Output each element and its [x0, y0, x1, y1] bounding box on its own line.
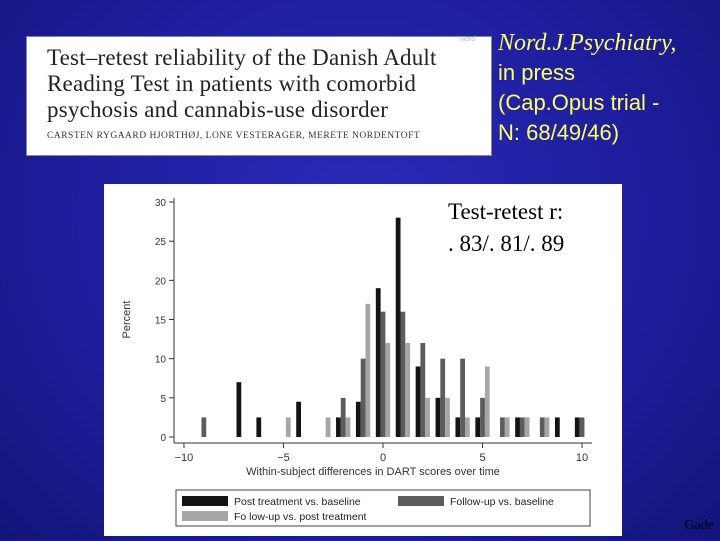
x-tick-label: −10: [174, 452, 194, 464]
bar-series-2: [580, 417, 585, 437]
bar-series-2: [420, 343, 425, 437]
y-tick-label: 0: [160, 433, 166, 444]
paper-header-image: [26, 36, 492, 156]
legend-label: Follow-up vs. baseline: [450, 496, 554, 508]
bar-series-2: [440, 359, 445, 437]
bar-series-1: [376, 288, 381, 437]
x-tick-label: 5: [479, 452, 486, 464]
x-tick-label: 0: [379, 452, 387, 464]
citation-trial: (Cap.Opus trial -: [498, 90, 660, 115]
y-axis-label: Percent: [121, 300, 133, 339]
bar-series-3: [505, 417, 510, 437]
paper-title-line: Reading Test in patients with comorbid: [47, 71, 417, 96]
y-tick-label: 5: [160, 393, 166, 405]
bar-series-3: [326, 417, 331, 437]
legend-swatch-1: [182, 496, 228, 506]
y-tick-label: 10: [154, 354, 166, 366]
bar-series-1: [396, 218, 401, 437]
citation-block: [498, 28, 718, 148]
paper-title-line: psychosis and cannabis-use disorder: [47, 97, 389, 122]
bar-series-3: [445, 398, 450, 437]
bar-series-2: [480, 398, 485, 437]
bar-series-1: [356, 402, 361, 437]
bar-series-3: [405, 343, 410, 437]
bar-series-1: [256, 417, 261, 437]
bar-series-2: [361, 359, 366, 437]
bar-series-1: [555, 417, 560, 437]
x-tick-label: 10: [575, 452, 589, 464]
x-axis-label: Within-subject differences in DART scores over time: [246, 466, 500, 478]
legend-swatch-3: [182, 511, 228, 521]
bar-series-3: [465, 417, 470, 437]
citation-journal: Nord.J.Psychiatry,: [498, 30, 677, 56]
bar-series-2: [341, 398, 346, 437]
bar-series-2: [401, 312, 406, 437]
y-tick-label: 15: [154, 315, 166, 327]
bar-series-2: [520, 417, 525, 437]
bar-series-2: [201, 417, 206, 437]
bar-series-1: [237, 382, 242, 437]
paper-authors: CARSTEN RYGAARD HJORTHØJ, LONE VESTERAGER, MERETE NORDENTOFT: [47, 131, 421, 141]
bar-series-3: [545, 417, 550, 437]
bar-series-3: [485, 367, 490, 438]
y-tick-label: 30: [154, 198, 166, 209]
retest-reliability-label: [448, 196, 628, 260]
bar-series-3: [365, 304, 370, 437]
bar-series-3: [525, 417, 530, 437]
legend-swatch-2: [398, 496, 444, 506]
legend-label: Fo low-up vs. post treatment: [234, 511, 367, 523]
bar-series-3: [346, 417, 351, 437]
presenter-watermark: Gade: [684, 518, 714, 533]
x-tick-label: −5: [277, 452, 290, 464]
paper-corner-mark: Nord: [460, 36, 476, 43]
y-tick-label: 20: [154, 276, 166, 288]
paper-title: [47, 45, 487, 123]
bar-series-2: [540, 417, 545, 437]
bar-series-2: [381, 312, 386, 437]
bar-series-1: [515, 417, 520, 437]
y-tick-label: 25: [154, 237, 166, 249]
paper-title-line: Test–retest reliability of the Danish Adult: [47, 45, 437, 70]
bar-series-1: [475, 417, 480, 437]
bar-series-1: [416, 367, 421, 438]
bar-series-1: [436, 398, 441, 437]
legend-label: Post treatment vs. baseline: [234, 496, 361, 508]
citation-status: in press: [498, 60, 576, 85]
bar-series-1: [575, 417, 580, 437]
bar-series-2: [500, 417, 505, 437]
citation-sample-size: N: 68/49/46): [498, 120, 620, 145]
bar-series-1: [296, 402, 301, 437]
bar-series-3: [286, 417, 291, 437]
retest-values: . 83/. 81/. 89: [448, 231, 565, 256]
bar-series-1: [455, 417, 460, 437]
bar-series-3: [385, 343, 390, 437]
retest-title: Test-retest r:: [448, 199, 564, 224]
bar-series-2: [460, 359, 465, 437]
bar-series-1: [336, 417, 341, 437]
bar-series-3: [425, 398, 430, 437]
